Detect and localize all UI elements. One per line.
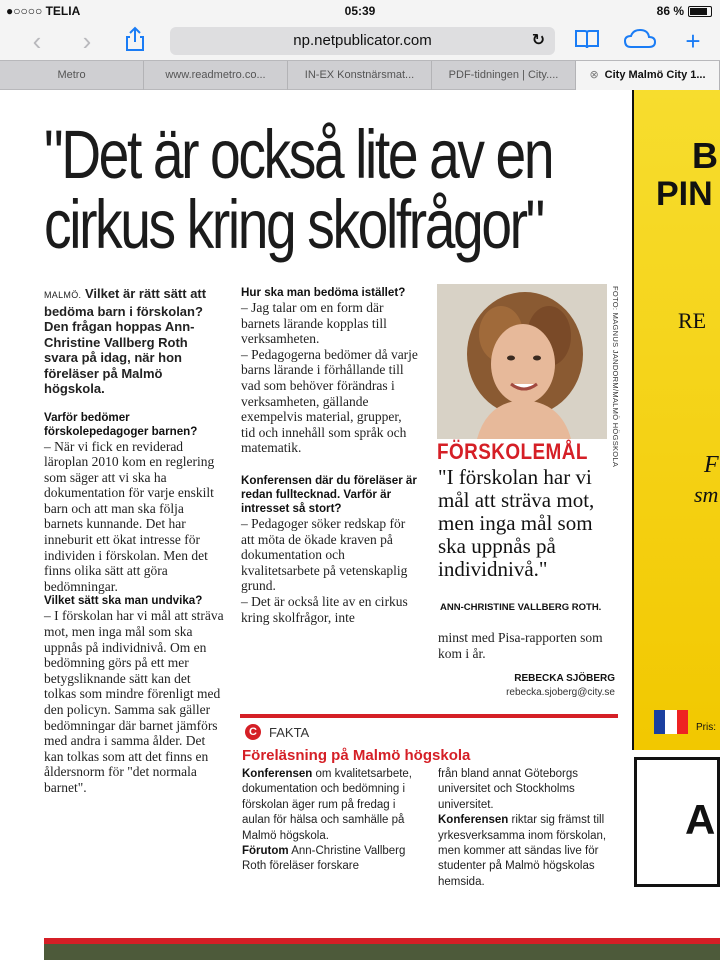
question-1: Varför bedömer förskolepedagoger barnen?	[44, 410, 198, 438]
pull-quote-heading: FÖRSKOLEMÅL	[437, 439, 588, 464]
answer-4a: – Pedagoger söker redskap för att möta de ökade kraven på dokumentation och kvalitetsarbete på vetenskaplig grund.	[241, 515, 408, 594]
column-1	[44, 286, 224, 796]
tab-in-ex[interactable]: IN-EX Konstnärsmat...	[288, 61, 432, 90]
newspaper-page	[0, 90, 720, 960]
pull-quote-author: ANN-CHRISTINE VALLBERG ROTH.	[440, 602, 602, 613]
answer-4c: minst med Pisa-rapporten som kom i år.	[438, 630, 603, 661]
carrier: ●○○○○ TELIA	[6, 4, 81, 18]
lede: MALMÖ. Vilket är rätt sätt att bedöma barn i förskolan? Den frågan hoppas Ann-Christine Vallberg Roth svara på idag, när hon föreläser på Malmö högskola.	[44, 286, 207, 396]
battery-indicator	[657, 4, 712, 18]
city-logo-icon: C	[245, 724, 261, 740]
pull-quote: "I förskolan har vi mål att sträva mot, men inga mål som ska uppnås på individnivå."	[438, 465, 595, 581]
byline	[506, 673, 615, 698]
column-2	[241, 286, 419, 625]
clock: 05:39	[344, 4, 376, 18]
tab-pdf-tidningen[interactable]: PDF-tidningen | City....	[432, 61, 576, 90]
tab-bar	[0, 60, 720, 90]
status-bar	[0, 0, 720, 22]
tab-city-malmo[interactable]	[576, 61, 720, 90]
fakta-title: Föreläsning på Malmö högskola	[242, 747, 471, 764]
question-3: Hur ska man bedöma istället?	[241, 286, 406, 299]
byline-email[interactable]: rebecka.sjoberg@city.se	[506, 687, 615, 698]
next-article-strip	[44, 938, 720, 960]
bookmarks-icon[interactable]	[572, 26, 602, 56]
cloud-icon[interactable]	[622, 26, 658, 56]
url-text: np.netpublicator.com	[293, 32, 432, 49]
question-2: Vilket sätt ska man undvika?	[44, 594, 203, 608]
fakta-column-2: från bland annat Göteborgs universitet och Stockholms universitet. Konferensen riktar sig främst till yrkesverksamma inom förskolan, men kommer att sändas live för studenter på Malmö högskolas hemsida.	[438, 768, 607, 888]
reload-icon[interactable]: ↻	[531, 32, 545, 49]
dateline: MALMÖ.	[44, 290, 82, 300]
column-3	[438, 630, 618, 661]
answer-2: – I förskolan har vi mål att sträva mot, men inga mål som ska uppnås på individnivå. Om en bedömning görs på ett mer betygsliknande sätt kan det tolkas som mindre förenligt med den policyn. Samma sak gäller bedömningar där barnet jämförs med andra i samma ålder. Det kan tolkas som att det finns en åldersnorm för "det normala barnet".	[44, 608, 224, 795]
question-4: Konferensen där du föreläser är redan fulltecknad. Varför är intresset så stort?	[241, 473, 417, 515]
answer-4b: – Det är också lite av en cirkus kring skolfrågor, inte	[241, 593, 408, 625]
portrait-photo	[437, 284, 607, 439]
advertisement[interactable]: B PIN RE F sm Pris:	[632, 90, 720, 750]
browser-toolbar	[0, 22, 720, 60]
forward-icon[interactable]: ›	[82, 26, 92, 56]
battery-percent: 86 %	[656, 4, 684, 18]
headline: "Det är också lite av en cirkus kring skolfrågor"	[44, 116, 553, 263]
url-bar[interactable]	[170, 27, 555, 55]
answer-3b: – Pedagogerna bedömer då varje barns lärande i förhållande till vad som behöver förändras i verksamheten, gällande exempelvis material, grupper, tid och innehåll som språk och matematik.	[241, 346, 418, 456]
advertisement-lower[interactable]: A	[634, 757, 720, 887]
fakta-divider	[240, 714, 618, 718]
battery-icon	[688, 6, 712, 17]
photo-credit: FOTO: MAGNUS JANDORM/MALMÖ HÖGSKOLA	[611, 286, 620, 468]
share-icon[interactable]	[120, 26, 150, 56]
tab-label: City Malmö City 1...	[604, 69, 706, 81]
tab-readmetro[interactable]: www.readmetro.co...	[144, 61, 288, 90]
tab-metro[interactable]: Metro	[0, 61, 144, 90]
byline-name: REBECKA SJÖBERG	[514, 673, 615, 684]
france-flag-icon	[654, 710, 688, 734]
answer-1: – När vi fick en reviderad läroplan 2010 kom en reglering som säger att vi ska ha dokumentation för varje enskilt barn och att man ska följa barnets kunnande. Det har inneburit ett ökat intresse för individen i förskolan. Men det finns olika sätt att göra bedömningar.	[44, 438, 215, 594]
answer-3a: – Jag talar om en form där barnets lärande kopplas till verksamheten.	[241, 300, 387, 347]
fakta-label: C FAKTA	[245, 724, 309, 740]
new-tab-icon[interactable]: +	[685, 26, 701, 56]
back-icon[interactable]: ‹	[32, 26, 42, 56]
fakta-column-1: Konferensen om kvalitetsarbete, dokumentation och bedömning i förskolan äger rum på fredag i aulan för hälsa och samhälle på Malmö högskola. Förutom Ann-Christine Vallberg Roth föreläser forskare	[242, 768, 413, 873]
close-tab-icon[interactable]: ⊗	[589, 69, 599, 81]
